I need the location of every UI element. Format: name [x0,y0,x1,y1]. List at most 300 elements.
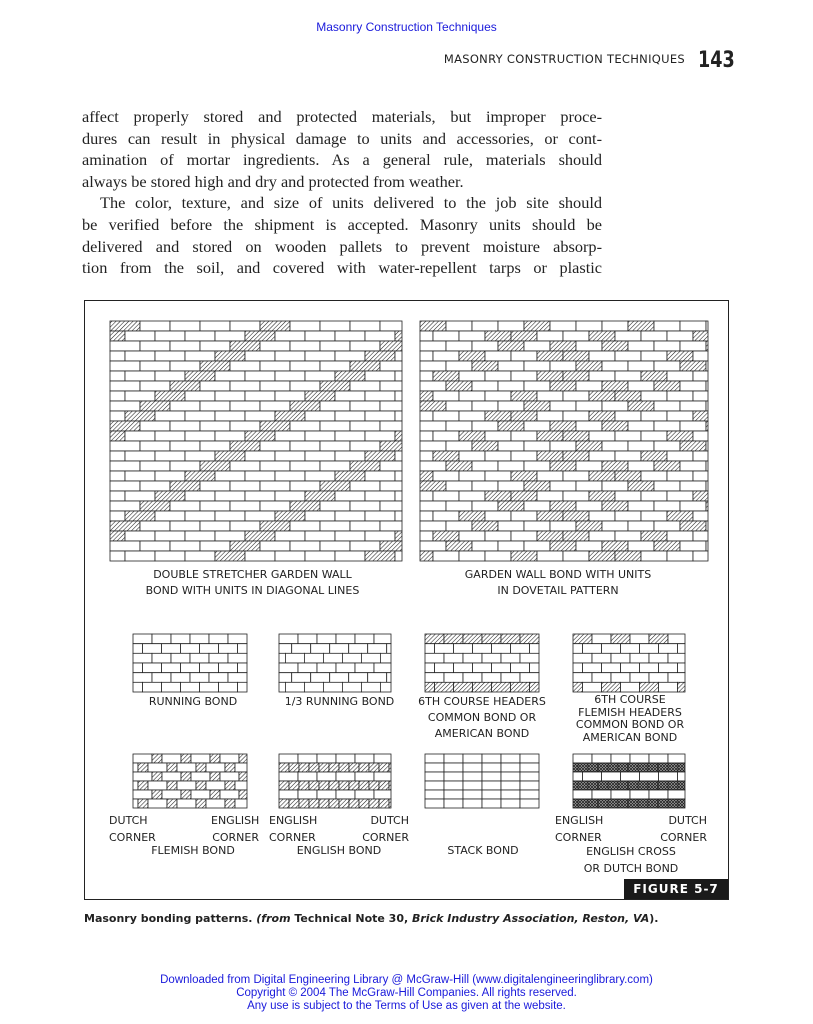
brick [425,653,444,663]
brick [425,634,444,644]
brick [446,341,472,351]
brick [171,673,190,683]
brick [235,763,247,772]
brick [395,391,402,401]
brick [365,431,395,441]
brick [143,663,162,673]
brick [279,763,289,772]
footer-notice [0,974,813,1013]
brick [299,799,309,808]
brick [350,341,380,351]
brick [110,371,125,381]
brick [640,682,659,692]
brick [230,421,260,431]
brick [444,653,463,663]
brick [618,763,628,772]
brick [305,451,335,461]
brick [482,790,501,799]
brick [592,673,611,683]
brick [472,321,498,331]
brick [290,441,320,451]
brick [133,763,138,772]
label-line: 6TH COURSE [594,693,666,706]
brick [230,481,260,491]
brick [170,361,200,371]
brick [668,763,678,772]
brick [200,341,230,351]
brick [185,411,215,421]
brick [492,663,511,673]
brick [275,391,305,401]
brick [298,634,317,644]
brick [706,321,708,331]
brick [482,673,501,683]
brick [667,371,693,381]
brick [155,531,185,541]
brick [608,799,618,808]
brick [361,682,380,692]
brick [537,391,563,401]
brick [230,401,260,411]
brick [611,754,630,763]
brick [446,501,472,511]
brick [285,653,304,663]
brick [209,634,228,644]
brick [220,754,239,763]
brick [444,754,463,763]
brick [420,451,433,461]
brick [323,653,342,663]
text-line: tion from the soil, and covered with water-repellent tarps or plastic [82,258,602,278]
label-line: FLEMISH HEADERS [578,705,682,719]
brick [628,541,654,551]
brick [482,763,501,772]
brick [185,531,215,541]
brick [279,772,298,781]
brick [588,763,598,772]
brick [162,682,181,692]
brick [350,361,380,371]
brick [379,781,389,790]
footer-link[interactable]: Downloaded from Digital Engineering Library @ McGraw-Hill (www.digitalengineeringlibrary.com) [160,974,653,986]
brick [550,461,576,471]
brick [210,772,220,781]
brick [219,682,238,692]
brick [349,763,359,772]
brick [472,541,498,551]
brick [298,790,317,799]
brick [433,331,459,341]
brick [181,772,191,781]
brick [133,673,152,683]
brick [320,421,350,431]
brick [170,381,200,391]
label-running-bond [123,694,263,710]
brick [275,331,305,341]
brick [245,471,275,481]
brick [433,471,459,481]
label-line: ENGLISH [269,814,318,827]
brick [589,551,615,561]
brick [501,634,520,644]
brick [369,799,379,808]
brick [230,381,260,391]
brick [299,763,309,772]
brick [485,551,511,561]
brick [550,341,576,351]
label-flemish-bond [123,843,263,859]
brick [395,371,402,381]
brick [602,541,628,551]
brick [485,371,511,381]
brick [420,421,446,431]
brick [355,772,374,781]
brick [336,754,355,763]
brick [420,391,433,401]
brick [395,411,402,421]
brick [459,351,485,361]
brick [155,471,185,481]
brick [433,431,459,441]
brick [289,763,299,772]
brick [200,421,230,431]
brick [425,790,444,799]
brick [576,341,602,351]
brick [170,441,200,451]
brick [446,421,472,431]
brick [177,781,196,790]
brick [309,781,319,790]
figure-frame [84,300,729,900]
brick [420,331,433,341]
brick [589,331,615,341]
brick [275,371,305,381]
brick [563,511,589,521]
brick [640,644,659,654]
brick [435,663,454,673]
brick [680,421,706,431]
brick [425,754,444,763]
brick [611,790,630,799]
brick [181,644,200,654]
brick [463,653,482,663]
brick [592,653,611,663]
brick [290,421,320,431]
brick [520,754,539,763]
brick [472,381,498,391]
brick [350,461,380,471]
brick [152,653,171,663]
brick [361,653,380,663]
brick [615,331,641,341]
brick [238,644,248,654]
brick [459,411,485,421]
brick [608,781,618,790]
brick [200,501,230,511]
brick [602,682,621,692]
brick [482,653,501,663]
brick [349,673,368,683]
brick [380,381,402,391]
brick [602,772,621,781]
brick [649,653,668,663]
brick [628,401,654,411]
brick [641,351,667,361]
brick [578,799,588,808]
brick [678,644,686,654]
brick [206,781,225,790]
brick [319,763,329,772]
brick [648,781,658,790]
brick [395,451,402,461]
brick [311,644,330,654]
brick [260,501,290,511]
brick [425,772,444,781]
brick [155,451,185,461]
brick [320,481,350,491]
brick [611,653,630,663]
brick [641,511,667,521]
brick [667,391,693,401]
brick [524,321,550,331]
brick [615,491,641,501]
brick [167,763,177,772]
brick [628,461,654,471]
brick [140,381,170,391]
brick [200,481,230,491]
label-english-right [357,812,409,846]
brick [706,461,708,471]
brick [230,521,260,531]
brick [550,381,576,391]
brick [520,790,539,799]
brick [563,551,589,561]
brick [279,653,285,663]
brick [501,790,520,799]
brick [230,541,260,551]
brick [289,781,299,790]
brick [602,401,628,411]
brick [190,634,209,644]
brick [667,431,693,441]
brick [152,754,162,763]
brick [444,799,463,808]
brick [260,521,290,531]
brick [459,531,485,541]
brick [230,501,260,511]
brick [573,673,592,683]
brick [350,541,380,551]
brick [485,511,511,521]
brick [110,331,125,341]
brick [245,371,275,381]
brick [342,653,361,663]
brick [380,321,402,331]
brick [133,644,143,654]
brick [592,634,611,644]
brick [275,551,305,561]
brick [589,531,615,541]
brick [621,644,640,654]
brick [379,799,389,808]
brick [680,481,706,491]
brick [196,763,206,772]
brick [628,441,654,451]
brick [349,644,368,654]
brick [485,471,511,481]
brick [459,331,485,341]
brick [125,351,155,361]
brick [680,361,706,371]
brick [693,411,708,421]
brick [230,441,260,451]
brick [380,461,402,471]
brick [125,551,155,561]
body-text [82,106,602,279]
brick [501,763,520,772]
brick [678,682,686,692]
brick [285,682,304,692]
brick [459,431,485,441]
brick [498,361,524,371]
brick [210,790,220,799]
brick [309,799,319,808]
label-line: CORNER [269,831,316,844]
brick [485,411,511,421]
brick [706,541,708,551]
brick [350,481,380,491]
brick [138,763,148,772]
brick [209,653,228,663]
brick [330,644,349,654]
brick [110,461,140,471]
brick [654,341,680,351]
brick [170,501,200,511]
brick [589,371,615,381]
brick [511,644,530,654]
brick [279,799,289,808]
label-english-cross-right [651,812,707,846]
brick [200,361,230,371]
brick [369,763,379,772]
brick [654,361,680,371]
brick [298,772,317,781]
brick [446,441,472,451]
brick [472,421,498,431]
brick [317,663,336,673]
brick [200,401,230,411]
brick [444,781,463,790]
brick [304,653,323,663]
brick [511,371,537,381]
brick [420,521,446,531]
brick [573,634,592,644]
brick [680,401,706,411]
brick [501,781,520,790]
brick [228,634,247,644]
brick [336,634,355,644]
brick [290,521,320,531]
top-link[interactable]: Masonry Construction Techniques [316,20,497,34]
caption-org: Brick Industry Association, Reston, VA [412,912,650,925]
brick [177,763,196,772]
brick [260,541,290,551]
brick [563,351,589,361]
brick [200,461,230,471]
brick [537,551,563,561]
brick [305,391,335,401]
brick [365,391,395,401]
brick [550,541,576,551]
brick [305,551,335,561]
brick [641,471,667,481]
brick [320,361,350,371]
brick [171,653,190,663]
brick [380,653,391,663]
brick [680,461,706,471]
brick [589,471,615,481]
brick [420,491,433,501]
text-line: amination of mortar ingredients. As a general rule, materials should [82,150,602,170]
brick [706,441,708,451]
brick [110,541,140,551]
brick [275,351,305,361]
page-number: 143 [698,48,735,73]
brick [611,673,630,683]
brick [355,663,374,673]
brick [420,511,433,521]
brick [320,401,350,411]
brick [602,321,628,331]
brick [260,361,290,371]
brick [335,351,365,361]
brick [279,644,292,654]
brick [380,481,402,491]
brick [678,781,685,790]
brick [463,763,482,772]
brick [167,781,177,790]
brick [170,521,200,531]
brick [520,673,539,683]
brick [498,521,524,531]
brick [215,471,245,481]
brick [140,341,170,351]
brick [329,799,339,808]
label-line: CORNER [660,831,707,844]
brick [140,481,170,491]
brick [245,331,275,341]
brick [245,451,275,461]
brick [155,511,185,521]
brick [335,451,365,461]
brick [641,391,667,401]
brick [463,790,482,799]
brick [618,799,628,808]
brick [573,799,578,808]
brick [395,551,402,561]
brick [289,799,299,808]
brick [339,799,349,808]
brick [305,411,335,421]
brick [230,361,260,371]
brick [621,772,640,781]
brick [485,391,511,401]
brick [628,481,654,491]
brick [693,351,708,361]
label-line: DOUBLE STRETCHER GARDEN WALL [153,568,352,581]
brick [678,663,686,673]
brick [125,451,155,461]
